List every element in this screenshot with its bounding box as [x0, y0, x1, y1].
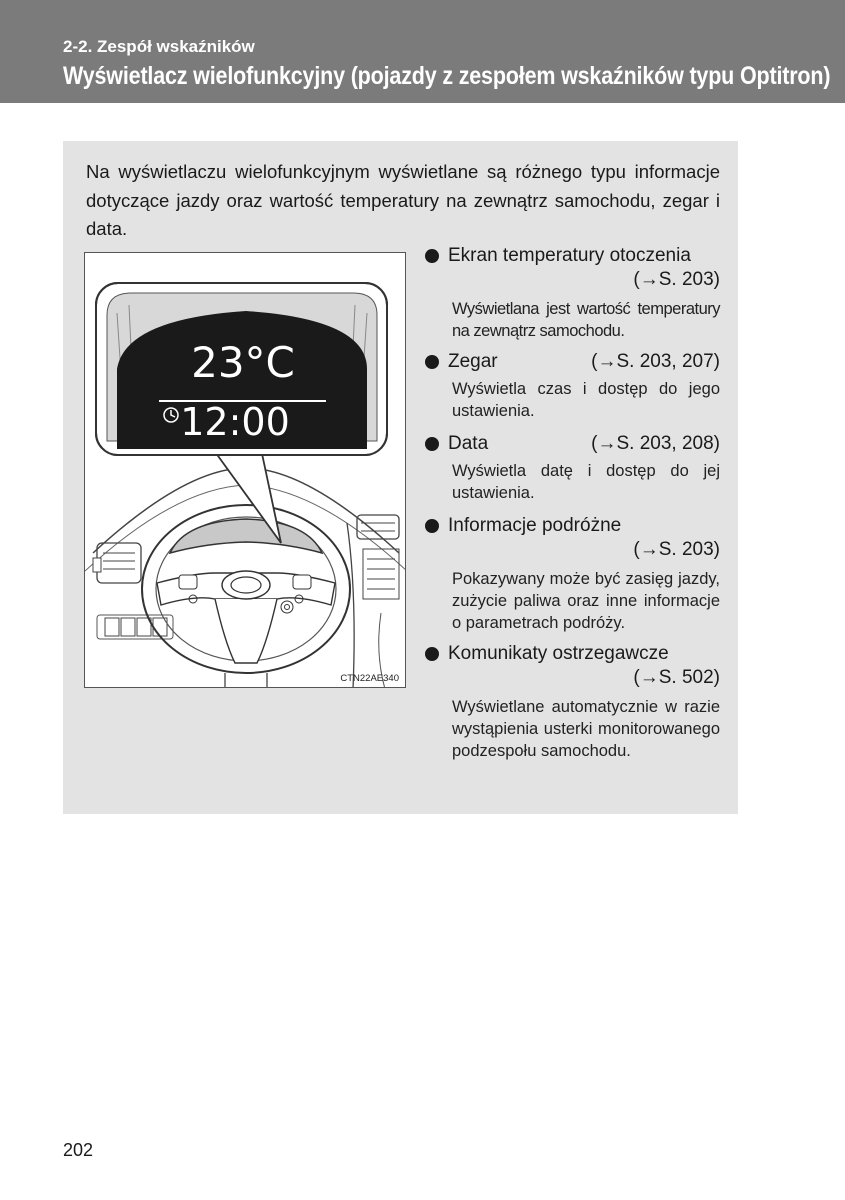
display-temperature: 23°C: [191, 338, 295, 387]
bullet-icon: [425, 519, 439, 533]
display-clock: 12:00: [180, 400, 290, 444]
item-title: Komunikaty ostrzegawcze: [448, 643, 669, 664]
list-item-date: [424, 432, 720, 504]
bullet-icon: [425, 249, 439, 263]
page-number: 202: [63, 1140, 94, 1160]
figure-code: CTN22AE340: [340, 673, 399, 684]
item-title: Ekran temperatury otoczenia: [448, 245, 691, 266]
item-description: Wyświetlana jest wartość temperatury na zewnątrz samochodu.: [452, 300, 720, 340]
page-reference: (→S. 502): [633, 667, 720, 688]
feature-list: [424, 244, 720, 762]
item-title: Zegar: [448, 351, 498, 372]
bullet-icon: [425, 355, 439, 369]
list-item-clock: [424, 350, 720, 422]
instrument-illustration: [84, 252, 406, 688]
item-description: Wyświetla datę i dostęp do jej ustawienia.: [452, 462, 720, 502]
list-item-ambient-temperature: [424, 244, 720, 342]
item-title: Data: [448, 433, 489, 454]
chapter-header-bar: [0, 0, 845, 103]
item-description: Wyświetlane automatycznie w razie wystąpienia usterki monitorowanego podzespołu samochodu.: [452, 698, 720, 760]
item-title: Informacje podróżne: [448, 515, 622, 536]
page-reference: (→S. 203, 208): [591, 433, 720, 454]
item-description: Wyświetla czas i dostęp do jego ustawienia.: [452, 380, 720, 420]
bullet-icon: [425, 647, 439, 661]
page-reference: (→S. 203, 207): [591, 351, 720, 372]
page-title: Wyświetlacz wielofunkcyjny (pojazdy z zespołem wskaźników typu Optitron): [63, 62, 831, 90]
page-reference: (→S. 203): [633, 269, 720, 290]
bullet-icon: [425, 437, 439, 451]
item-description: Pokazywany może być zasięg jazdy, zużycie paliwa oraz inne informacje o parametrach podróży.: [452, 570, 720, 632]
list-item-trip-information: [424, 514, 720, 634]
section-label: 2-2. Zespół wskaźników: [63, 37, 255, 56]
list-item-warning-messages: [424, 642, 720, 762]
intro-paragraph: Na wyświetlaczu wielofunkcyjnym wyświetlane są różnego typu informacje dotyczące jazdy oraz wartość temperatury na zewnątrz samochodu, zegar i data.: [86, 161, 720, 239]
page-reference: (→S. 203): [633, 539, 720, 560]
